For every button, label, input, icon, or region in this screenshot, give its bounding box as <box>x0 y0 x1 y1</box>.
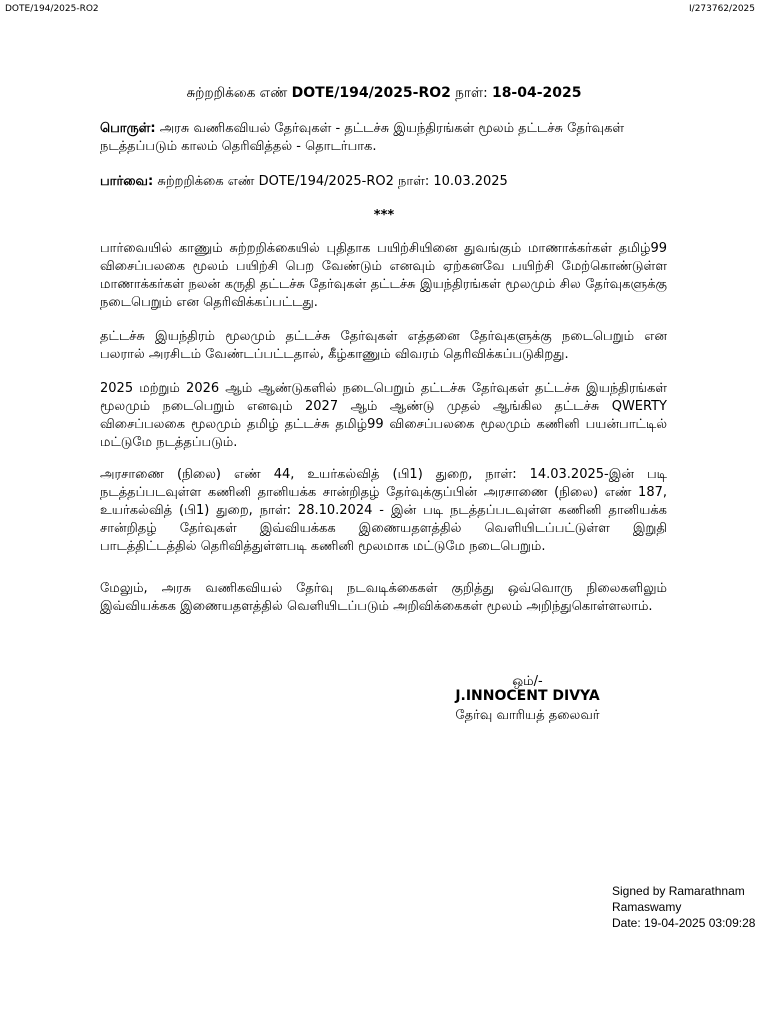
paragraph-1: பார்வையில் காணும் சுற்றறிக்கையில் புதிதாக பயிற்சியினை துவங்கும் மாணாக்கர்கள் தமிழ்99 விசைப்பலகை மூலம் பயிற்சி பெற வேண்டும் எனவும் ஏற்கனவே பயிற்சி மேற்கொண்டுள்ள மாணாக்கர்கள் நலன் கருதி தட்டச்சு தேர்வுகள் தட்டச்சு இயந்திரங்கள் மூலமும் சில தேர்வுகளுக்கு நடைபெறும் என தெரிவிக்கப்பட்டது. <box>100 241 667 310</box>
paragraph-3: 2025 மற்றும் 2026 ஆம் ஆண்டுகளில் நடைபெறும் தட்டச்சு தேர்வுகள் தட்டச்சு இயந்திரங்கள் மூலமும் நடைபெறும் எனவும் 2027 ஆம் ஆண்டு முதல் ஆங்கில தட்டச்சு QWERTY விசைப்பலகை மூலமும் தமிழ் தட்டச்சு தமிழ்99 விசைப்பலகை மூலமும் கணினி பயன்பாட்டில் மட்டுமே நடத்தப்படும். <box>100 381 667 450</box>
digital-signature-block <box>612 883 755 931</box>
signatory-designation: தேர்வு வாரியத் தலைவர் <box>455 708 600 723</box>
header-left-reference: DOTE/194/2025-RO2 <box>5 4 99 14</box>
circular-number: DOTE/194/2025-RO2 <box>291 85 451 101</box>
circular-number-line <box>0 85 768 103</box>
subject-block <box>100 120 667 156</box>
circular-date: 18-04-2025 <box>491 85 582 101</box>
digital-signature-line-2: Ramaswamy <box>612 900 682 914</box>
header-right-reference: I/273762/2025 <box>689 4 755 14</box>
digital-signature-line-1: Signed by Ramarathnam <box>612 884 745 898</box>
subject-text: அரசு வணிகவியல் தேர்வுகள் - தட்டச்சு இயந்திரங்கள் மூலம் தட்டச்சு தேர்வுகள் நடத்தப்படும் காலம் தெரிவித்தல் - தொடர்பாக. <box>100 121 625 154</box>
circular-date-label: நாள்: <box>450 85 492 101</box>
reference-block <box>100 173 667 191</box>
digital-signature-line-3: Date: 19-04-2025 03:09:28 <box>612 916 756 930</box>
paragraph-2: தட்டச்சு இயந்திரம் மூலமும் தட்டச்சு தேர்வுகள் எத்தனை தேர்வுகளுக்கு நடைபெறும் என பலரால் அரசிடம் வேண்டப்பட்டதால், கீழ்காணும் விவரம் தெரிவிக்கப்படுகிறது. <box>100 329 667 362</box>
subject-label: பொருள்: <box>100 121 156 136</box>
signed-mark: ஒம்/- <box>512 674 543 689</box>
paragraph-5: மேலும், அரசு வணிகவியல் தேர்வு நடவடிக்கைகள் குறித்து ஒவ்வொரு நிலைகளிலும் இவ்வியக்கக இணையதளத்தில் வெளியிடப்படும் அறிவிக்கைகள் மூலம் அறிந்துகொள்ளலாம். <box>100 581 667 614</box>
reference-label: பார்வை: <box>100 174 154 189</box>
separator-stars: *** <box>373 208 395 223</box>
reference-text: சுற்றறிக்கை எண் DOTE/194/2025-RO2 நாள்: 10.03.2025 <box>153 174 508 189</box>
circular-prefix: சுற்றறிக்கை எண் <box>186 85 292 101</box>
paragraph-4: அரசாணை (நிலை) எண் 44, உயர்கல்வித் (பி1) துறை, நாள்: 14.03.2025-இன் படி நடத்தப்படவுள்ள கணினி தானியக்க சான்றிதழ் தேர்வுக்குப்பின் அரசாணை (நிலை) எண் 187, உயர்கல்வித் (பி1) துறை, நாள்: 28.10.2024 - இன் படி நடத்தப்படவுள்ள கணினி தானியக்க சான்றிதழ் தேர்வுகள் இவ்வியக்கக இணையதளத்தில் வெளியிடப்பட்டுள்ள இறுதி பாடத்திட்டத்தில் தெரிவித்துள்ளபடி கணினி மூலமாக மட்டுமே நடைபெறும். <box>100 467 667 554</box>
signatory-name: J.INNOCENT DIVYA <box>455 688 600 704</box>
